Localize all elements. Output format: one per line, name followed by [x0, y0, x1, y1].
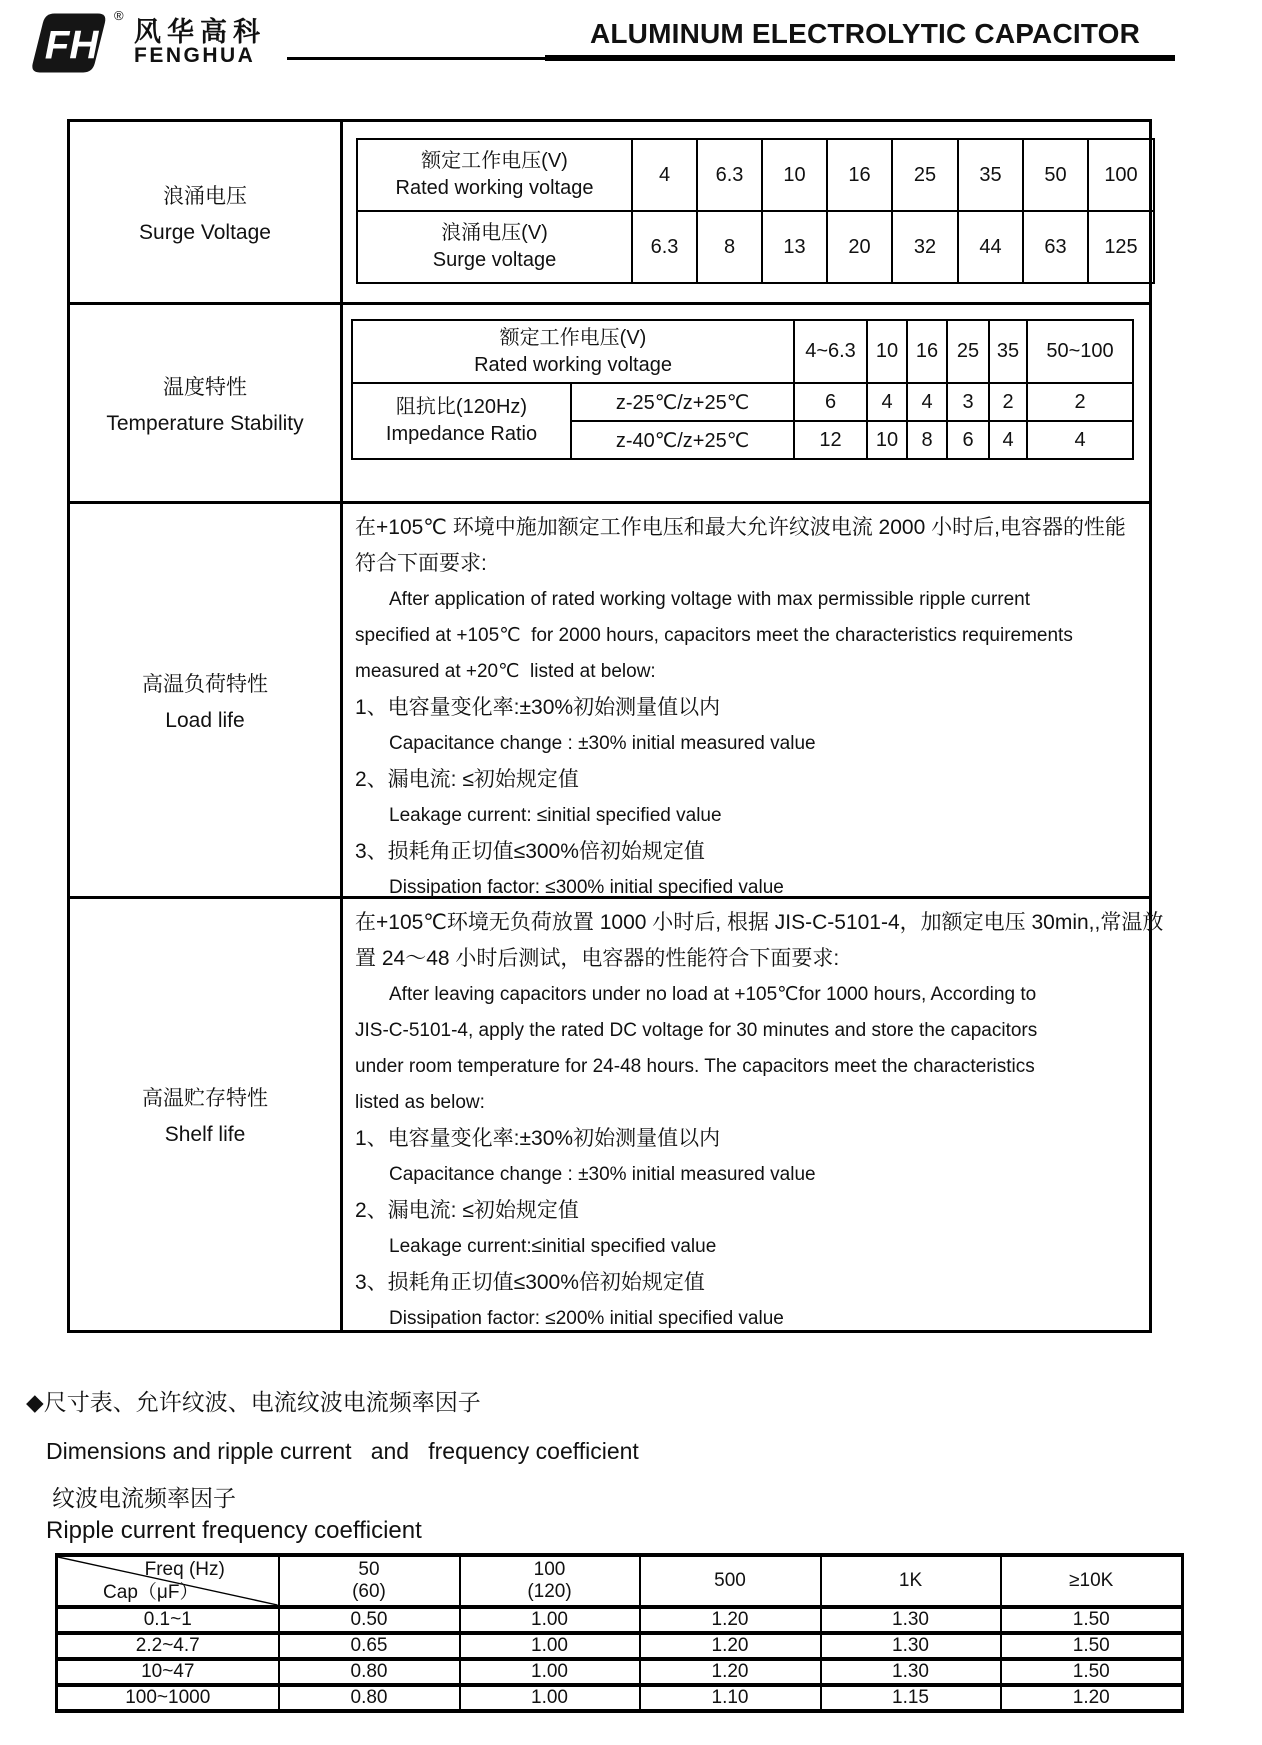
load-life-line: Leakage current: ≤initial specified value — [389, 805, 722, 827]
surge-voltage-label-en: Surge voltage — [432, 249, 557, 271]
rated-voltage-label-en: Rated working voltage — [395, 177, 594, 199]
svg-text:FH: FH — [44, 22, 99, 68]
freq-header-line: ≥10K — [1069, 1570, 1114, 1591]
surge-voltage-value: 44 — [958, 211, 1023, 283]
load-life-line: After application of rated working voltage with max permissible ripple current — [389, 589, 1031, 611]
impedance-ratio-value: 4 — [1027, 421, 1133, 459]
surge-voltage-value: 6.3 — [632, 211, 697, 283]
cap-range-cell: 2.2~4.7 — [57, 1633, 279, 1659]
rated-voltage-value: 4 — [632, 139, 697, 211]
rated-voltage-label-en: Rated working voltage — [474, 353, 672, 376]
impedance-ratio-value: 4 — [907, 383, 947, 421]
freq-header-line: 100 — [533, 1559, 566, 1580]
logo-text-chinese: 风华高科 — [134, 17, 266, 47]
temperature-stability-row-label — [70, 305, 343, 501]
shelf-life-line: listed as below: — [355, 1092, 485, 1114]
page-title: ALUMINUM ELECTROLYTIC CAPACITOR — [589, 18, 1141, 49]
surge-voltage-label-cn: 浪涌电压(V) — [441, 222, 548, 244]
coefficient-cell: 1.00 — [460, 1633, 640, 1659]
cap-range-cell: 100~1000 — [57, 1685, 279, 1711]
row-label-en: Surge Voltage — [139, 220, 271, 244]
impedance-ratio-value: 4 — [989, 421, 1027, 459]
load-life-line: Capacitance change : ±30% initial measured value — [389, 733, 816, 755]
surge-voltage-value: 63 — [1023, 211, 1088, 283]
coefficient-cell: 1.30 — [821, 1607, 1001, 1633]
load-life-content — [343, 504, 1149, 899]
load-life-line: Dissipation factor: ≤300% initial specified value — [389, 877, 784, 899]
coefficient-cell: 1.20 — [640, 1633, 821, 1659]
section-heading-cn: ◆尺寸表、允许纹波、电流纹波电流频率因子 — [26, 1389, 481, 1415]
rated-voltage-value: 100 — [1088, 139, 1154, 211]
freq-column-header — [460, 1555, 640, 1607]
temperature-stability-content — [343, 305, 1149, 501]
corner-freq-label: Freq (Hz) — [144, 1559, 225, 1580]
table-row — [352, 320, 1133, 383]
table-row — [352, 383, 1133, 421]
row-label-en: Load life — [165, 708, 245, 732]
surge-voltage-value: 8 — [697, 211, 762, 283]
freq-column-header — [279, 1555, 460, 1607]
coefficient-cell: 1.00 — [460, 1685, 640, 1711]
rated-voltage-value: 16 — [827, 139, 892, 211]
surge-voltage-row-label — [70, 122, 343, 302]
specification-table — [67, 119, 1164, 1333]
rated-voltage-header-cell — [357, 139, 632, 211]
impedance-ratio-value: 6 — [794, 383, 867, 421]
freq-column-header — [640, 1555, 821, 1607]
freq-header-line: 500 — [714, 1570, 746, 1591]
freq-cap-corner-cell — [57, 1555, 279, 1607]
logo-text-english: FENGHUA — [134, 44, 256, 67]
surge-voltage-value: 13 — [762, 211, 827, 283]
corner-cap-label: Cap（μF） — [103, 1582, 199, 1603]
load-life-line: specified at +105℃ for 2000 hours, capacitors meet the characteristics requirements — [355, 625, 1073, 647]
coefficient-cell: 0.50 — [279, 1607, 460, 1633]
surge-voltage-content — [343, 122, 1149, 302]
temperature-stability-table — [351, 319, 1134, 460]
freq-header-line: 1K — [898, 1570, 923, 1591]
voltage-range-value: 16 — [907, 320, 947, 383]
coefficient-cell: 1.00 — [460, 1607, 640, 1633]
coefficient-cell: 1.20 — [640, 1659, 821, 1685]
impedance-ratio-label-cn: 阻抗比(120Hz) — [395, 396, 528, 419]
rated-voltage-value: 50 — [1023, 139, 1088, 211]
coefficient-cell: 0.65 — [279, 1633, 460, 1659]
voltage-range-value: 10 — [867, 320, 907, 383]
load-life-text — [355, 510, 1143, 906]
freq-column-header — [821, 1555, 1001, 1607]
table-row — [357, 211, 1154, 283]
coefficient-cell: 1.20 — [1001, 1685, 1183, 1711]
row-temperature-stability — [70, 302, 1149, 501]
freq-header-line: (120) — [527, 1581, 572, 1602]
impedance-ratio-value: 2 — [989, 383, 1027, 421]
cap-range-cell: 0.1~1 — [57, 1607, 279, 1633]
shelf-life-content — [343, 899, 1164, 1330]
voltage-range-value: 35 — [989, 320, 1027, 383]
coefficient-cell: 0.80 — [279, 1685, 460, 1711]
coefficient-cell: 1.00 — [460, 1659, 640, 1685]
shelf-life-line: 2、漏电流: ≤初始规定值 — [355, 1199, 579, 1223]
load-life-line: 2、漏电流: ≤初始规定值 — [355, 768, 579, 792]
coefficient-cell: 1.30 — [821, 1633, 1001, 1659]
load-life-line: 1、电容量变化率:±30%初始测量值以内 — [355, 696, 721, 720]
row-label-en: Shelf life — [164, 1123, 246, 1147]
impedance-ratio-value: 6 — [947, 421, 989, 459]
impedance-ratio-value: 2 — [1027, 383, 1133, 421]
shelf-life-line: Leakage current:≤initial specified value — [389, 1236, 717, 1258]
load-life-line: 在+105℃ 环境中施加额定工作电压和最大允许纹波电流 2000 小时后,电容器的性能 — [355, 516, 1126, 540]
coefficient-cell: 1.50 — [1001, 1607, 1183, 1633]
row-label-cn: 高温负荷特性 — [142, 672, 268, 696]
header-underline-thin — [287, 57, 545, 60]
coefficient-cell: 0.80 — [279, 1659, 460, 1685]
table-row — [57, 1659, 1183, 1685]
fenghua-logo-icon — [30, 12, 110, 74]
coefficient-cell: 1.50 — [1001, 1659, 1183, 1685]
impedance-ratio-value: 3 — [947, 383, 989, 421]
shelf-life-line: Capacitance change : ±30% initial measured value — [389, 1164, 816, 1186]
row-surge-voltage — [70, 122, 1149, 302]
shelf-life-line: 在+105℃环境无负荷放置 1000 小时后, 根据 JIS-C-5101-4，加额定电压 30min,,常温放 — [355, 911, 1164, 935]
section-subheading-en: Ripple current frequency coefficient — [46, 1517, 422, 1544]
rated-voltage-label-cn: 额定工作电压(V) — [499, 326, 647, 349]
impedance-ratio-label-en: Impedance Ratio — [385, 423, 538, 446]
row-load-life — [70, 501, 1149, 899]
row-label-cn: 浪涌电压 — [163, 184, 247, 208]
rated-voltage-header-cell — [352, 320, 794, 383]
surge-voltage-value: 20 — [827, 211, 892, 283]
row-label-en: Temperature Stability — [106, 411, 304, 435]
impedance-ratio-value: 8 — [907, 421, 947, 459]
impedance-condition: z-25℃/z+25℃ — [571, 383, 794, 421]
surge-voltage-table — [356, 138, 1155, 284]
coefficient-cell: 1.30 — [821, 1659, 1001, 1685]
freq-column-header — [1001, 1555, 1183, 1607]
rated-voltage-value: 10 — [762, 139, 827, 211]
impedance-ratio-header-cell — [352, 383, 571, 459]
frequency-coefficient-table — [55, 1553, 1184, 1713]
coefficient-cell: 1.20 — [640, 1607, 821, 1633]
rated-voltage-value: 25 — [892, 139, 958, 211]
impedance-ratio-value: 12 — [794, 421, 867, 459]
section-heading-en: Dimensions and ripple current and frequency coefficient — [46, 1438, 639, 1464]
surge-voltage-value: 32 — [892, 211, 958, 283]
load-life-line: measured at +20℃ listed at below: — [355, 661, 656, 683]
load-life-row-label — [70, 504, 343, 896]
voltage-range-value: 25 — [947, 320, 989, 383]
table-row — [57, 1685, 1183, 1711]
voltage-range-value: 50~100 — [1027, 320, 1133, 383]
table-row — [57, 1633, 1183, 1659]
freq-header-line: 50 — [358, 1559, 380, 1580]
table-row — [357, 139, 1154, 211]
shelf-life-line: After leaving capacitors under no load at +105℃for 1000 hours, According to — [389, 984, 1037, 1006]
freq-header-line: (60) — [352, 1581, 386, 1602]
table-row — [57, 1607, 1183, 1633]
shelf-life-line: Dissipation factor: ≤200% initial specified value — [389, 1308, 784, 1330]
cap-range-cell: 10~47 — [57, 1659, 279, 1685]
voltage-range-value: 4~6.3 — [794, 320, 867, 383]
row-label-cn: 高温贮存特性 — [142, 1087, 268, 1111]
load-life-line: 3、损耗角正切值≤300%倍初始规定值 — [355, 840, 705, 864]
coefficient-cell: 1.50 — [1001, 1633, 1183, 1659]
shelf-life-line: JIS-C-5101-4, apply the rated DC voltage for 30 minutes and store the capacitors — [355, 1020, 1038, 1042]
shelf-life-text — [355, 905, 1164, 1337]
surge-voltage-header-cell — [357, 211, 632, 283]
shelf-life-line: 置 24～48 小时后测试，电容器的性能符合下面要求: — [355, 947, 840, 971]
shelf-life-line: under room temperature for 24-48 hours. The capacitors meet the characteristics — [355, 1056, 1035, 1078]
shelf-life-line: 3、损耗角正切值≤300%倍初始规定值 — [355, 1271, 705, 1295]
rated-voltage-value: 35 — [958, 139, 1023, 211]
impedance-ratio-value: 10 — [867, 421, 907, 459]
coefficient-cell: 1.10 — [640, 1685, 821, 1711]
shelf-life-line: 1、电容量变化率:±30%初始测量值以内 — [355, 1127, 721, 1151]
impedance-condition: z-40℃/z+25℃ — [571, 421, 794, 459]
surge-voltage-value: 125 — [1088, 211, 1154, 283]
shelf-life-row-label — [70, 899, 343, 1330]
impedance-ratio-value: 4 — [867, 383, 907, 421]
section-subheading-cn: 纹波电流频率因子 — [52, 1485, 236, 1511]
rated-voltage-value: 6.3 — [697, 139, 762, 211]
header-underline-thick — [545, 55, 1175, 61]
rated-voltage-label-cn: 额定工作电压(V) — [421, 150, 568, 172]
row-shelf-life — [70, 896, 1164, 1330]
row-label-cn: 温度特性 — [163, 375, 247, 399]
table-header-row — [57, 1555, 1183, 1607]
registered-trademark-icon: ® — [114, 8, 124, 23]
load-life-line: 符合下面要求: — [355, 552, 487, 576]
coefficient-cell: 1.15 — [821, 1685, 1001, 1711]
